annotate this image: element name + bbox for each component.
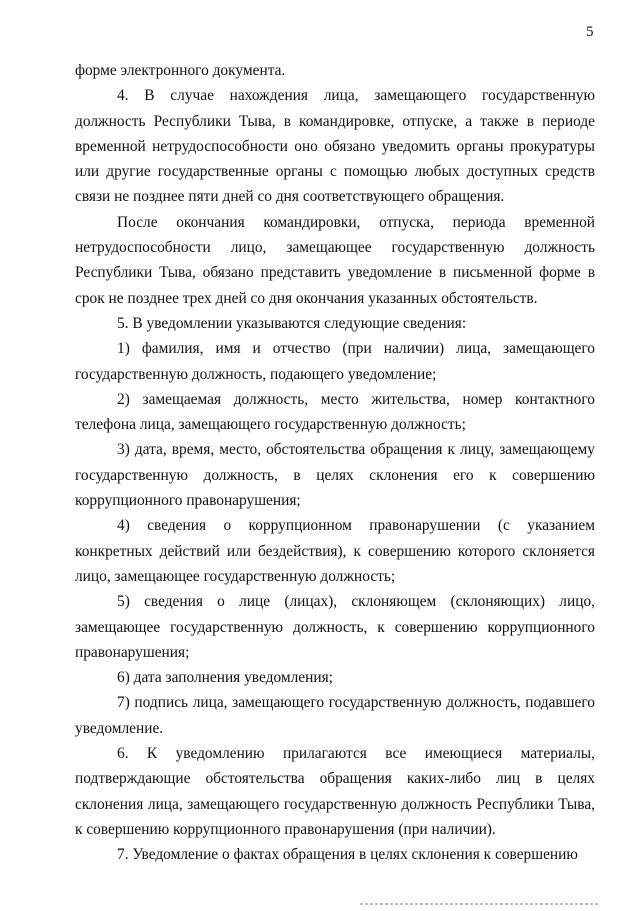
list-item-1: 1) фамилия, имя и отчество (при наличии) лица, замещающего государственную должность, подающего уведомление; xyxy=(75,340,595,383)
paragraph-item-7: 7. Уведомление о фактах обращения в целях склонения к совершению xyxy=(117,846,578,864)
list-item-5: 5) сведения о лице (лицах), склоняющем (склоняющих) лицо, замещающее государственную должность, к совершению коррупционного правонарушения; xyxy=(75,593,595,661)
list-item-7: 7) подпись лица, замещающего государственную должность, подавшего уведомление. xyxy=(75,694,595,737)
paragraph-after-trip: После окончания командировки, отпуска, периода временной нетрудоспособности лицо, замещающее государственную должность Республики Тыва, обязано представить уведомление в письменной форме в срок не позднее трех дней со дня окончания указанных обстоятельств. xyxy=(75,213,595,307)
page-number: 5 xyxy=(586,24,594,40)
paragraph-item-6: 6. К уведомлению прилагаются все имеющиеся материалы, подтверждающие обстоятельства обращения каких-либо лиц в целях склонения лица, замещающего государственную должность Республики Тыва, к совершению коррупционного правонарушения (при наличии). xyxy=(75,745,595,838)
list-item-6: 6) дата заполнения уведомления; xyxy=(117,669,333,687)
list-item-3: 3) дата, время, место, обстоятельства обращения к лицу, замещающему государственную должность, в целях склонения его к совершению коррупционного правонарушения; xyxy=(75,441,595,510)
paragraph-item-5: 5. В уведомлении указываются следующие сведения: xyxy=(117,314,467,332)
scan-artifact-line xyxy=(360,903,600,905)
list-item-2: 2) замещаемая должность, место жительства, номер контактного телефона лица, замещающего государственную должность; xyxy=(75,390,595,434)
list-item-4: 4) сведения о коррупционном правонарушении (с указанием конкретных действий или бездействия), к совершению которого склоняется лицо, замещающее государственную должность; xyxy=(75,517,595,585)
paragraph-continuation: форме электронного документа. xyxy=(75,62,286,79)
paragraph-item-4: 4. В случае нахождения лица, замещающего государственную должность Республики Тыва, в командировке, отпуске, а также в периоде временной нетрудоспособности оно обязано уведомить органы прокуратуры или другие государственные органы с помощью любых доступных средств связи не позднее пяти дней со дня соответствующего обращения. xyxy=(75,87,595,206)
document-body xyxy=(75,58,595,868)
